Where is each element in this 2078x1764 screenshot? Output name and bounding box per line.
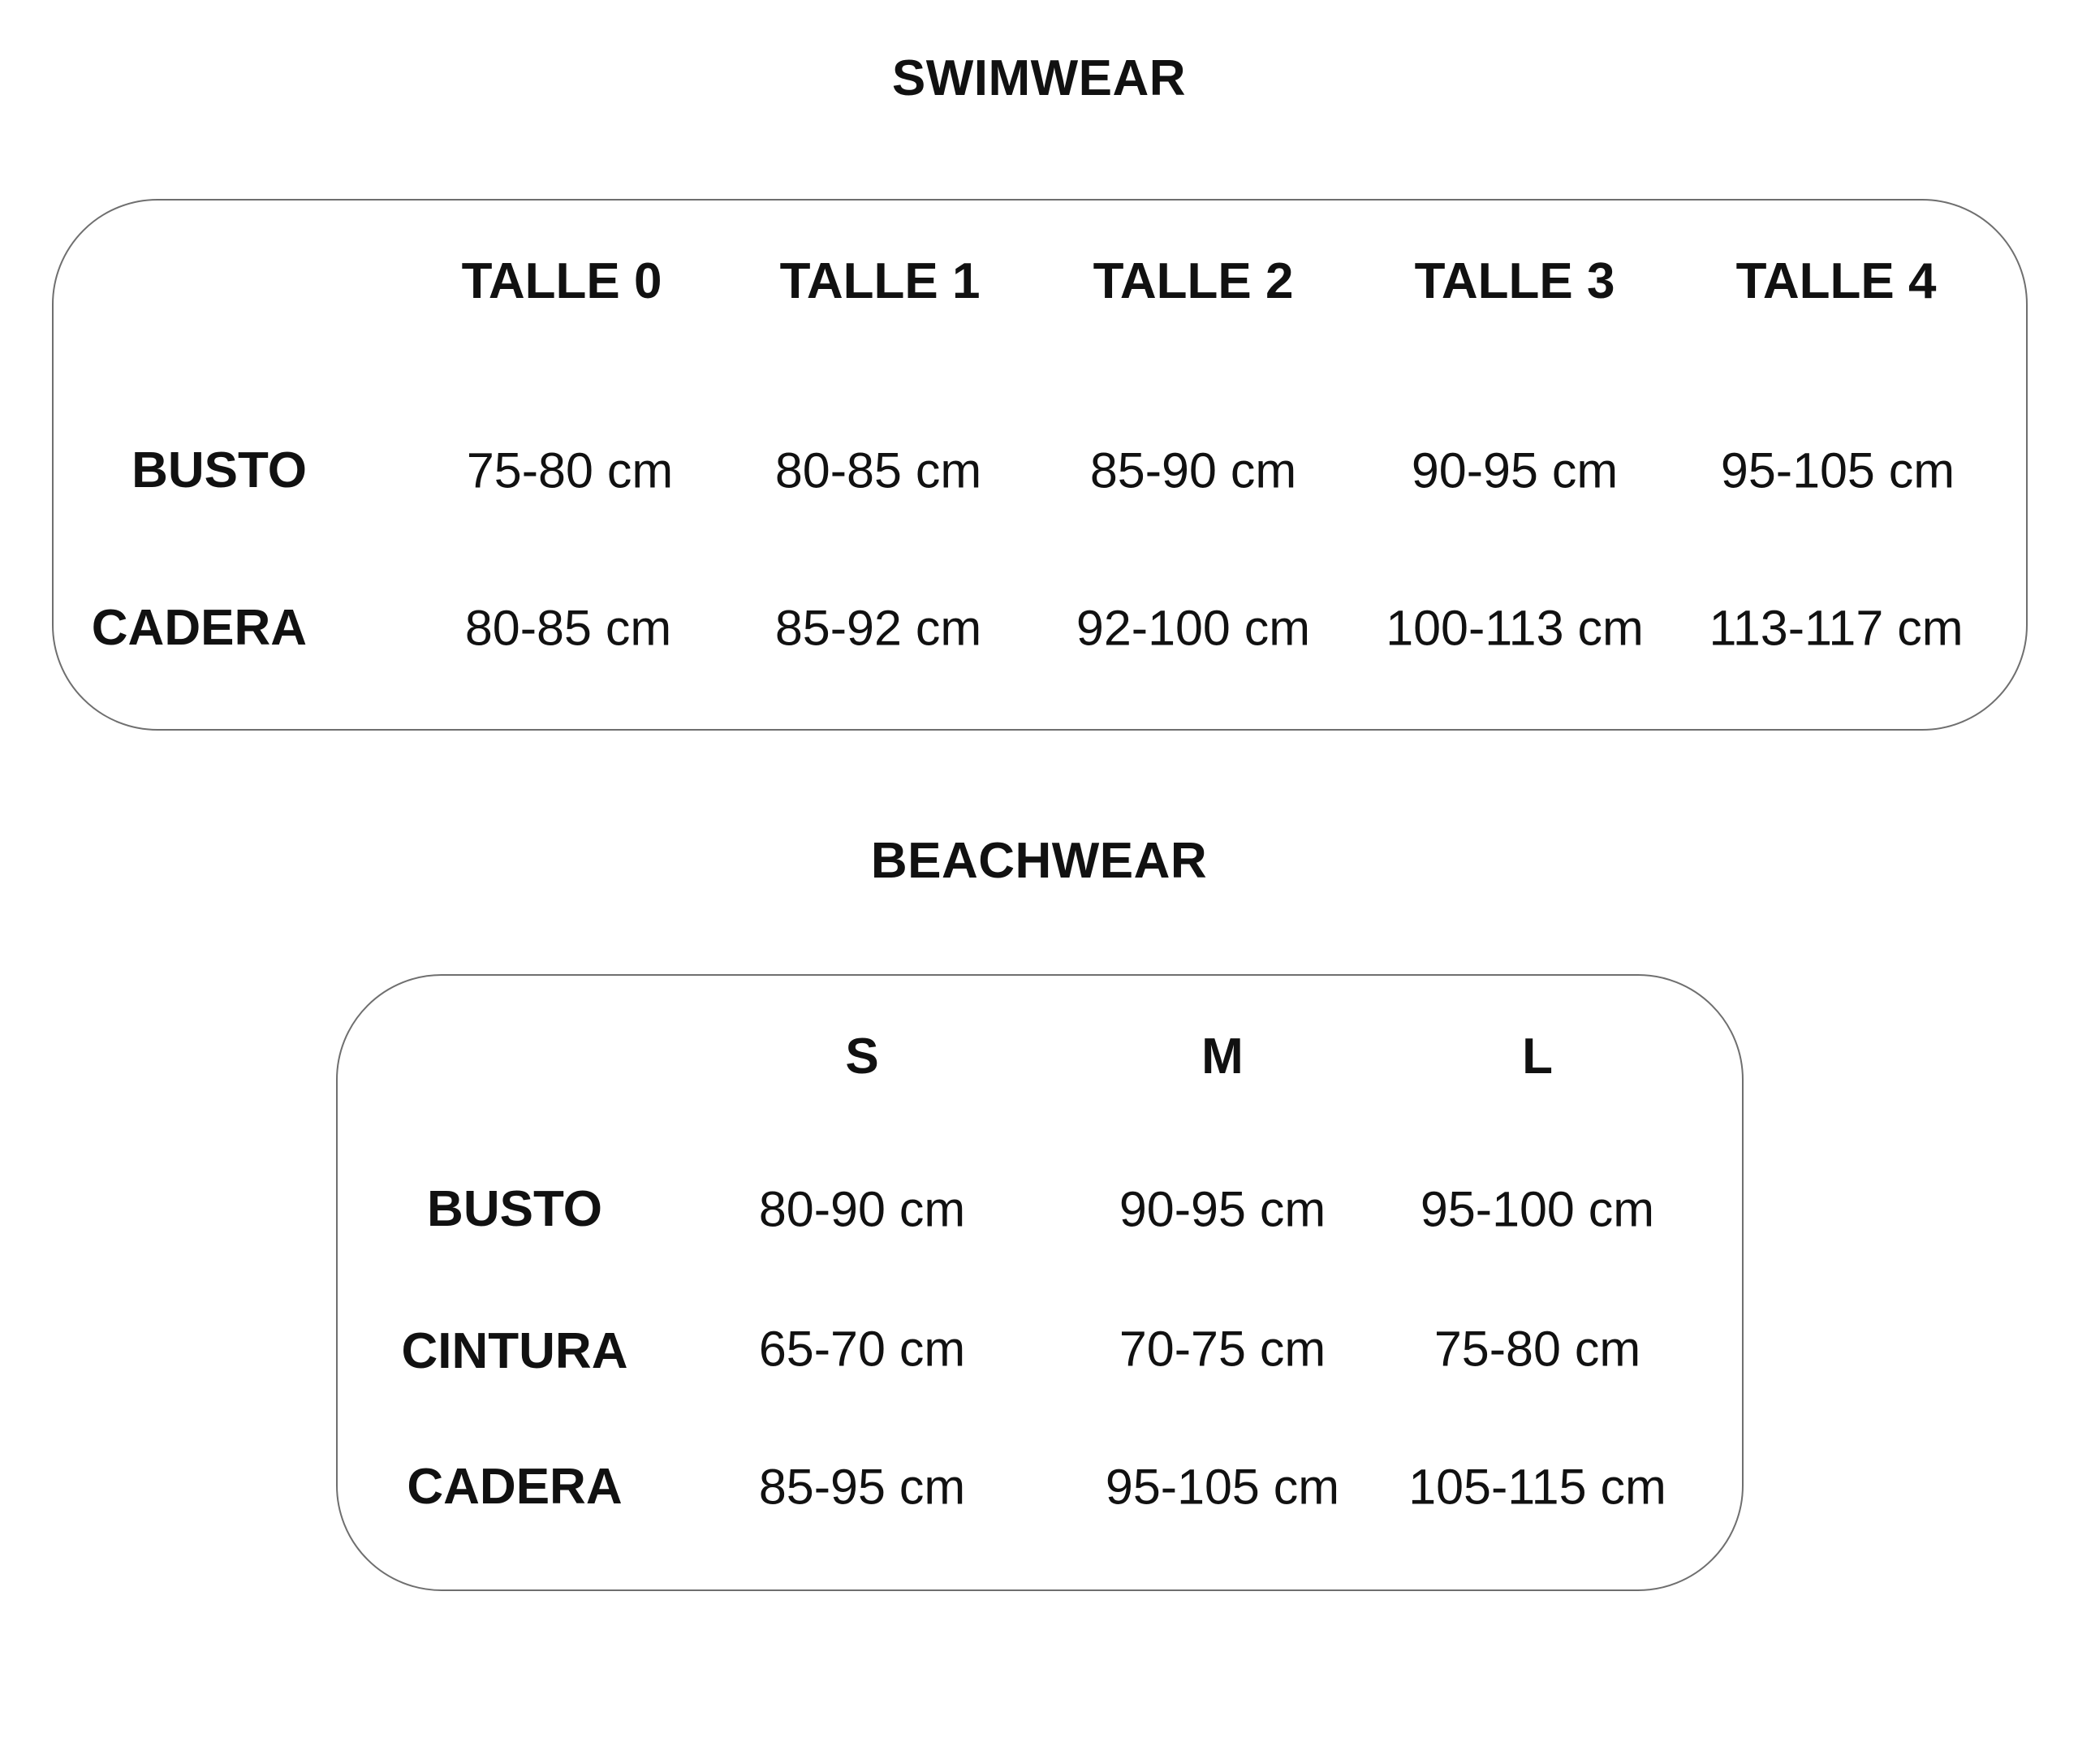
beachwear-row-label-cadera: CADERA [407,1459,623,1515]
swimwear-value: 100-113 cm [1386,600,1644,656]
swimwear-size-header: TALLE 0 [461,253,662,309]
swimwear-value: 92-100 cm [1076,600,1311,656]
beachwear-size-table [336,974,1744,1591]
swimwear-title: SWIMWEAR [891,50,1187,106]
beachwear-row-label-busto: BUSTO [427,1181,602,1237]
beachwear-value: 65-70 cm [758,1321,966,1377]
beachwear-value: 105-115 cm [1408,1459,1666,1515]
beachwear-size-header: M [1201,1029,1244,1085]
swimwear-size-table [52,199,2028,731]
beachwear-value: 75-80 cm [1433,1321,1641,1377]
swimwear-value: 80-85 cm [464,600,672,656]
swimwear-value: 85-92 cm [774,600,982,656]
beachwear-size-header: L [1522,1029,1553,1085]
beachwear-size-header: S [845,1029,879,1085]
swimwear-size-header: TALLE 2 [1093,253,1294,309]
beachwear-row-label-cintura: CINTURA [401,1323,628,1379]
beachwear-value: 70-75 cm [1119,1321,1326,1377]
beachwear-title: BEACHWEAR [870,833,1208,889]
beachwear-value: 95-100 cm [1420,1181,1655,1237]
swimwear-row-label-cadera: CADERA [91,600,307,656]
swimwear-value: 113-117 cm [1709,600,1964,656]
swimwear-value: 90-95 cm [1411,442,1619,498]
beachwear-value: 85-95 cm [758,1459,966,1515]
swimwear-size-header: TALLE 3 [1414,253,1615,309]
swimwear-value: 95-105 cm [1720,442,1955,498]
swimwear-size-header: TALLE 4 [1735,253,1937,309]
swimwear-value: 85-90 cm [1089,442,1297,498]
swimwear-size-header: TALLE 1 [779,253,981,309]
beachwear-value: 90-95 cm [1119,1181,1326,1237]
swimwear-value: 75-80 cm [466,442,674,498]
swimwear-value: 80-85 cm [774,442,982,498]
beachwear-value: 95-105 cm [1105,1459,1340,1515]
beachwear-value: 80-90 cm [758,1181,966,1237]
swimwear-row-label-busto: BUSTO [131,442,307,498]
